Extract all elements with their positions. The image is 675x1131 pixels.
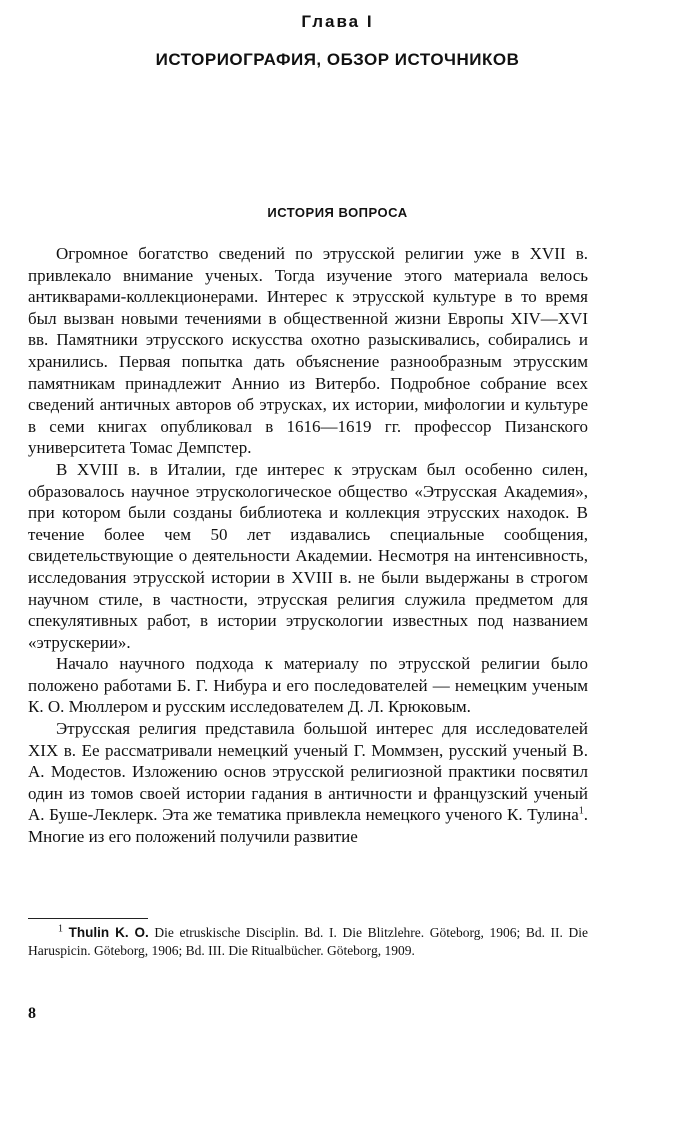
footnote (28, 924, 588, 960)
footnote-author: Thulin K. O. (68, 925, 149, 940)
body-text (28, 243, 588, 848)
page-number: 8 (28, 1005, 36, 1022)
section-title: ИСТОРИЯ ВОПРОСА (267, 205, 408, 220)
paragraph: Начало научного подхода к материалу по этрусской религии было положено работами Б. Г. Нибура и его последователей — немецким ученым К. О. Мюллером и русским исследователем Д. Л. Крюковым. (28, 654, 588, 717)
chapter-title: ИСТОРИОГРАФИЯ, ОБЗОР ИСТОЧНИКОВ (155, 50, 520, 69)
footnote-divider (28, 918, 148, 919)
paragraph: Огромное богатство сведений по этрусской религии уже в XVII в. привлекало внимание ученых. Тогда изучение этого материала велось антикварами-коллекционерами. Интерес к этрусской культуре в то время был вызван новыми течениями в общественной жизни Европы XIV—XVI вв. Памятники этрусского искусства охотно разыскивались, собирались и хранились. Первая попытка дать объяснение разнообразным этрусским памятникам принадлежит Аннио из Витербо. Подробное собрание всех сведений античных авторов об этрусках, их истории, мифологии и культуре в семи книгах опубликовал в 1616—1619 гг. профессор Пизанского университета Томас Демпстер. (28, 244, 588, 458)
paragraph-with-footnote (28, 718, 588, 848)
footnote-text: Die etruskische Disciplin. Bd. I. Die Blitzlehre. Göteborg, 1906; Bd. II. Die Haruspicin. Göteborg, 1906; Bd. III. Die Ritualbücher. Göteborg, 1909. (28, 925, 589, 958)
footnote-marker: 1 (58, 923, 63, 935)
paragraph-tail: . Многие из его положений получили развитие (28, 805, 588, 847)
footnote-reference: 1 (578, 805, 584, 817)
chapter-label: Глава I (301, 12, 374, 31)
paragraph: В XVIII в. в Италии, где интерес к этрускам был особенно силен, образовалось научное этрускологическое общество «Этрусская Академия», при котором были созданы библиотека и коллекция этрусских находок. В течение более чем 50 лет издавались специальные сообщения, свидетельствующие о деятельности Академии. Несмотря на интенсивность, исследования этрусской истории в XVIII в. не были выдержаны в строгом научном стиле, в частности, этрусская религия служила предметом для спекулятивных работ, в истории этрускологии известных под названием «этрускерии». (28, 459, 588, 652)
paragraph-text: Этрусская религия представила большой интерес для исследователей XIX в. Ее рассматривали немецкий ученый Г. Моммзен, русский ученый В. А. Модестов. Изложению основ этрусской религиозной практики посвятил один из томов своей истории гадания в античности и французский ученый А. Буше-Леклерк. Эта же тематика привлекла немецкого ученого К. Тулина (28, 719, 588, 825)
